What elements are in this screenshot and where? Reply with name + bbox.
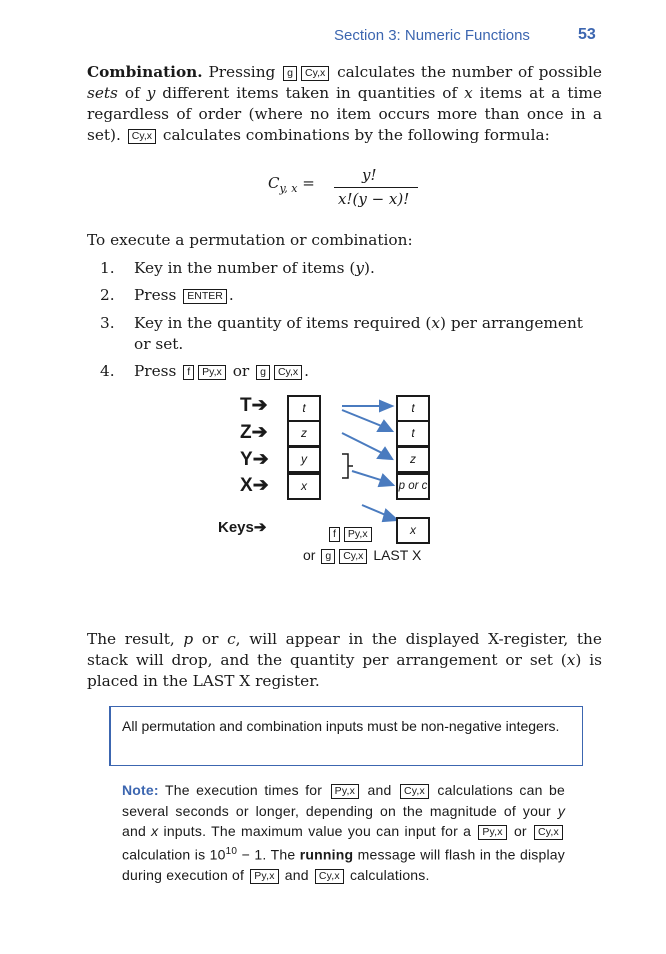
intro-text: different items taken in quantities of [162,84,458,102]
right-reg-t: t [396,395,430,422]
cyx-key: Cy,x [301,66,329,81]
formula-sub: y, x [279,182,298,195]
g-key: g [256,365,270,380]
cyx-key: Cy,x [400,784,429,799]
result-text: The result, [87,630,175,648]
left-reg-y: y [287,446,321,473]
right-reg-z: t [396,420,430,447]
note-text: − 1. The [237,846,296,863]
bracket [342,454,348,478]
label-x: X➔ [240,475,269,496]
arrow-head [383,510,397,521]
step-text: Press [134,286,177,304]
f-key: f [329,527,340,542]
pyx-key: Py,x [344,527,372,542]
note-text: calculations. [349,866,430,883]
arrow-head [380,401,392,411]
formula-denominator: x!(y − x)! [338,190,410,208]
var-x: x [151,823,159,839]
combination-title: Combination. [87,63,203,81]
arrow-xy-x [352,471,384,481]
result-text: ) is placed in the LAST X register. [87,651,602,690]
var-c: c [227,630,236,648]
step-text: . [228,286,234,304]
lastx-reg: x [396,517,430,544]
pyx-key: Py,x [250,869,278,884]
left-reg-x: x [287,473,321,500]
var-x: x [431,314,440,332]
keys-label: Keys➔ [218,519,267,536]
page-number: 53 [578,26,596,43]
var-p: p [183,630,194,648]
step-text: Press [134,362,177,380]
pyx-key: Py,x [478,825,506,840]
or-text: or [303,547,316,563]
label-y: Y➔ [240,449,269,470]
result-paragraph [87,629,602,692]
cyx-key: Cy,x [339,549,367,564]
pyx-key: Py,x [198,365,226,380]
lastx-label: LAST X [373,547,422,563]
step-text: Key in the quantity of items required ( [134,314,432,332]
running-word: running [299,846,354,863]
step-number: 2. [100,286,115,304]
intro-text: items at a time regardless of order (where no item occurs more than once in a set). [87,84,602,144]
pyx-key: Py,x [331,784,359,799]
steps-intro: To execute a permutation or combination: [87,231,413,249]
var-x: x [566,651,576,669]
formula-c: C [268,174,280,192]
note-text: calculations can be several seconds or longer, depending on the magnitude of your [122,782,566,819]
cyx-key: Cy,x [128,129,156,144]
left-reg-z: z [287,420,321,447]
note-text: and [122,823,146,839]
arrow-t-z [342,410,384,427]
note-label: Note: [122,782,159,798]
section-header: Section 3: Numeric Functions [334,27,530,44]
result-text: , will appear in the displayed X-register, the stack will drop, and the quantity per arrangement or set ( [87,630,602,669]
note-text: message will flash in the display during execution of [122,846,565,883]
note-text: or [513,823,527,839]
intro-text: sets [87,84,118,102]
step-number: 4. [100,362,115,380]
arrow-head [378,448,392,459]
note-text: calculation is 10 [122,846,226,863]
step-text: . [304,362,310,380]
cyx-key: Cy,x [315,869,344,884]
step-text: ) per arrangement or set. [134,314,583,353]
right-reg-x: p or c [396,473,430,500]
note-text: inputs. The maximum value you can input for a [163,823,472,839]
arrow-head [378,421,392,431]
step-number: 1. [100,259,115,277]
g-key: g [283,66,297,81]
arrow-z-y [342,433,384,454]
var-x: x [464,84,473,102]
intro-text: Pressing [208,63,276,81]
left-reg-t: t [287,395,321,422]
arrow-head [379,475,393,486]
cyx-key: Cy,x [274,365,302,380]
formula-eq: = [302,174,315,192]
step-number: 3. [100,314,115,332]
result-text: or [201,630,219,648]
formula-numerator: y! [362,166,377,184]
label-t: T➔ [240,395,268,416]
intro-text: of [124,84,140,102]
label-z: Z➔ [240,422,268,443]
g-key: g [321,549,335,564]
intro-text: calculates combinations by the following formula: [162,126,550,144]
var-y: y [355,259,364,277]
info-box [109,706,583,766]
info-box-text: All permutation and combination inputs must be non-negative integers. [122,718,560,734]
enter-key: ENTER [183,289,227,304]
intro-text: calculates the number of possible [337,63,602,81]
var-y: y [146,84,156,102]
keys-alt [303,547,421,564]
var-y: y [557,802,566,819]
note-text: and [367,782,392,798]
step-text: ). [364,259,375,277]
note-text: The execution times for [164,782,323,798]
f-key: f [183,365,194,380]
keys-f-pyx [327,523,374,542]
exponent: 10 [225,845,238,857]
step-text: or [232,362,250,380]
step-text: Key in the number of items ( [134,259,356,277]
note-paragraph [122,780,565,885]
cyx-key: Cy,x [534,825,563,840]
note-text: and [284,866,309,883]
right-reg-y: z [396,446,430,473]
